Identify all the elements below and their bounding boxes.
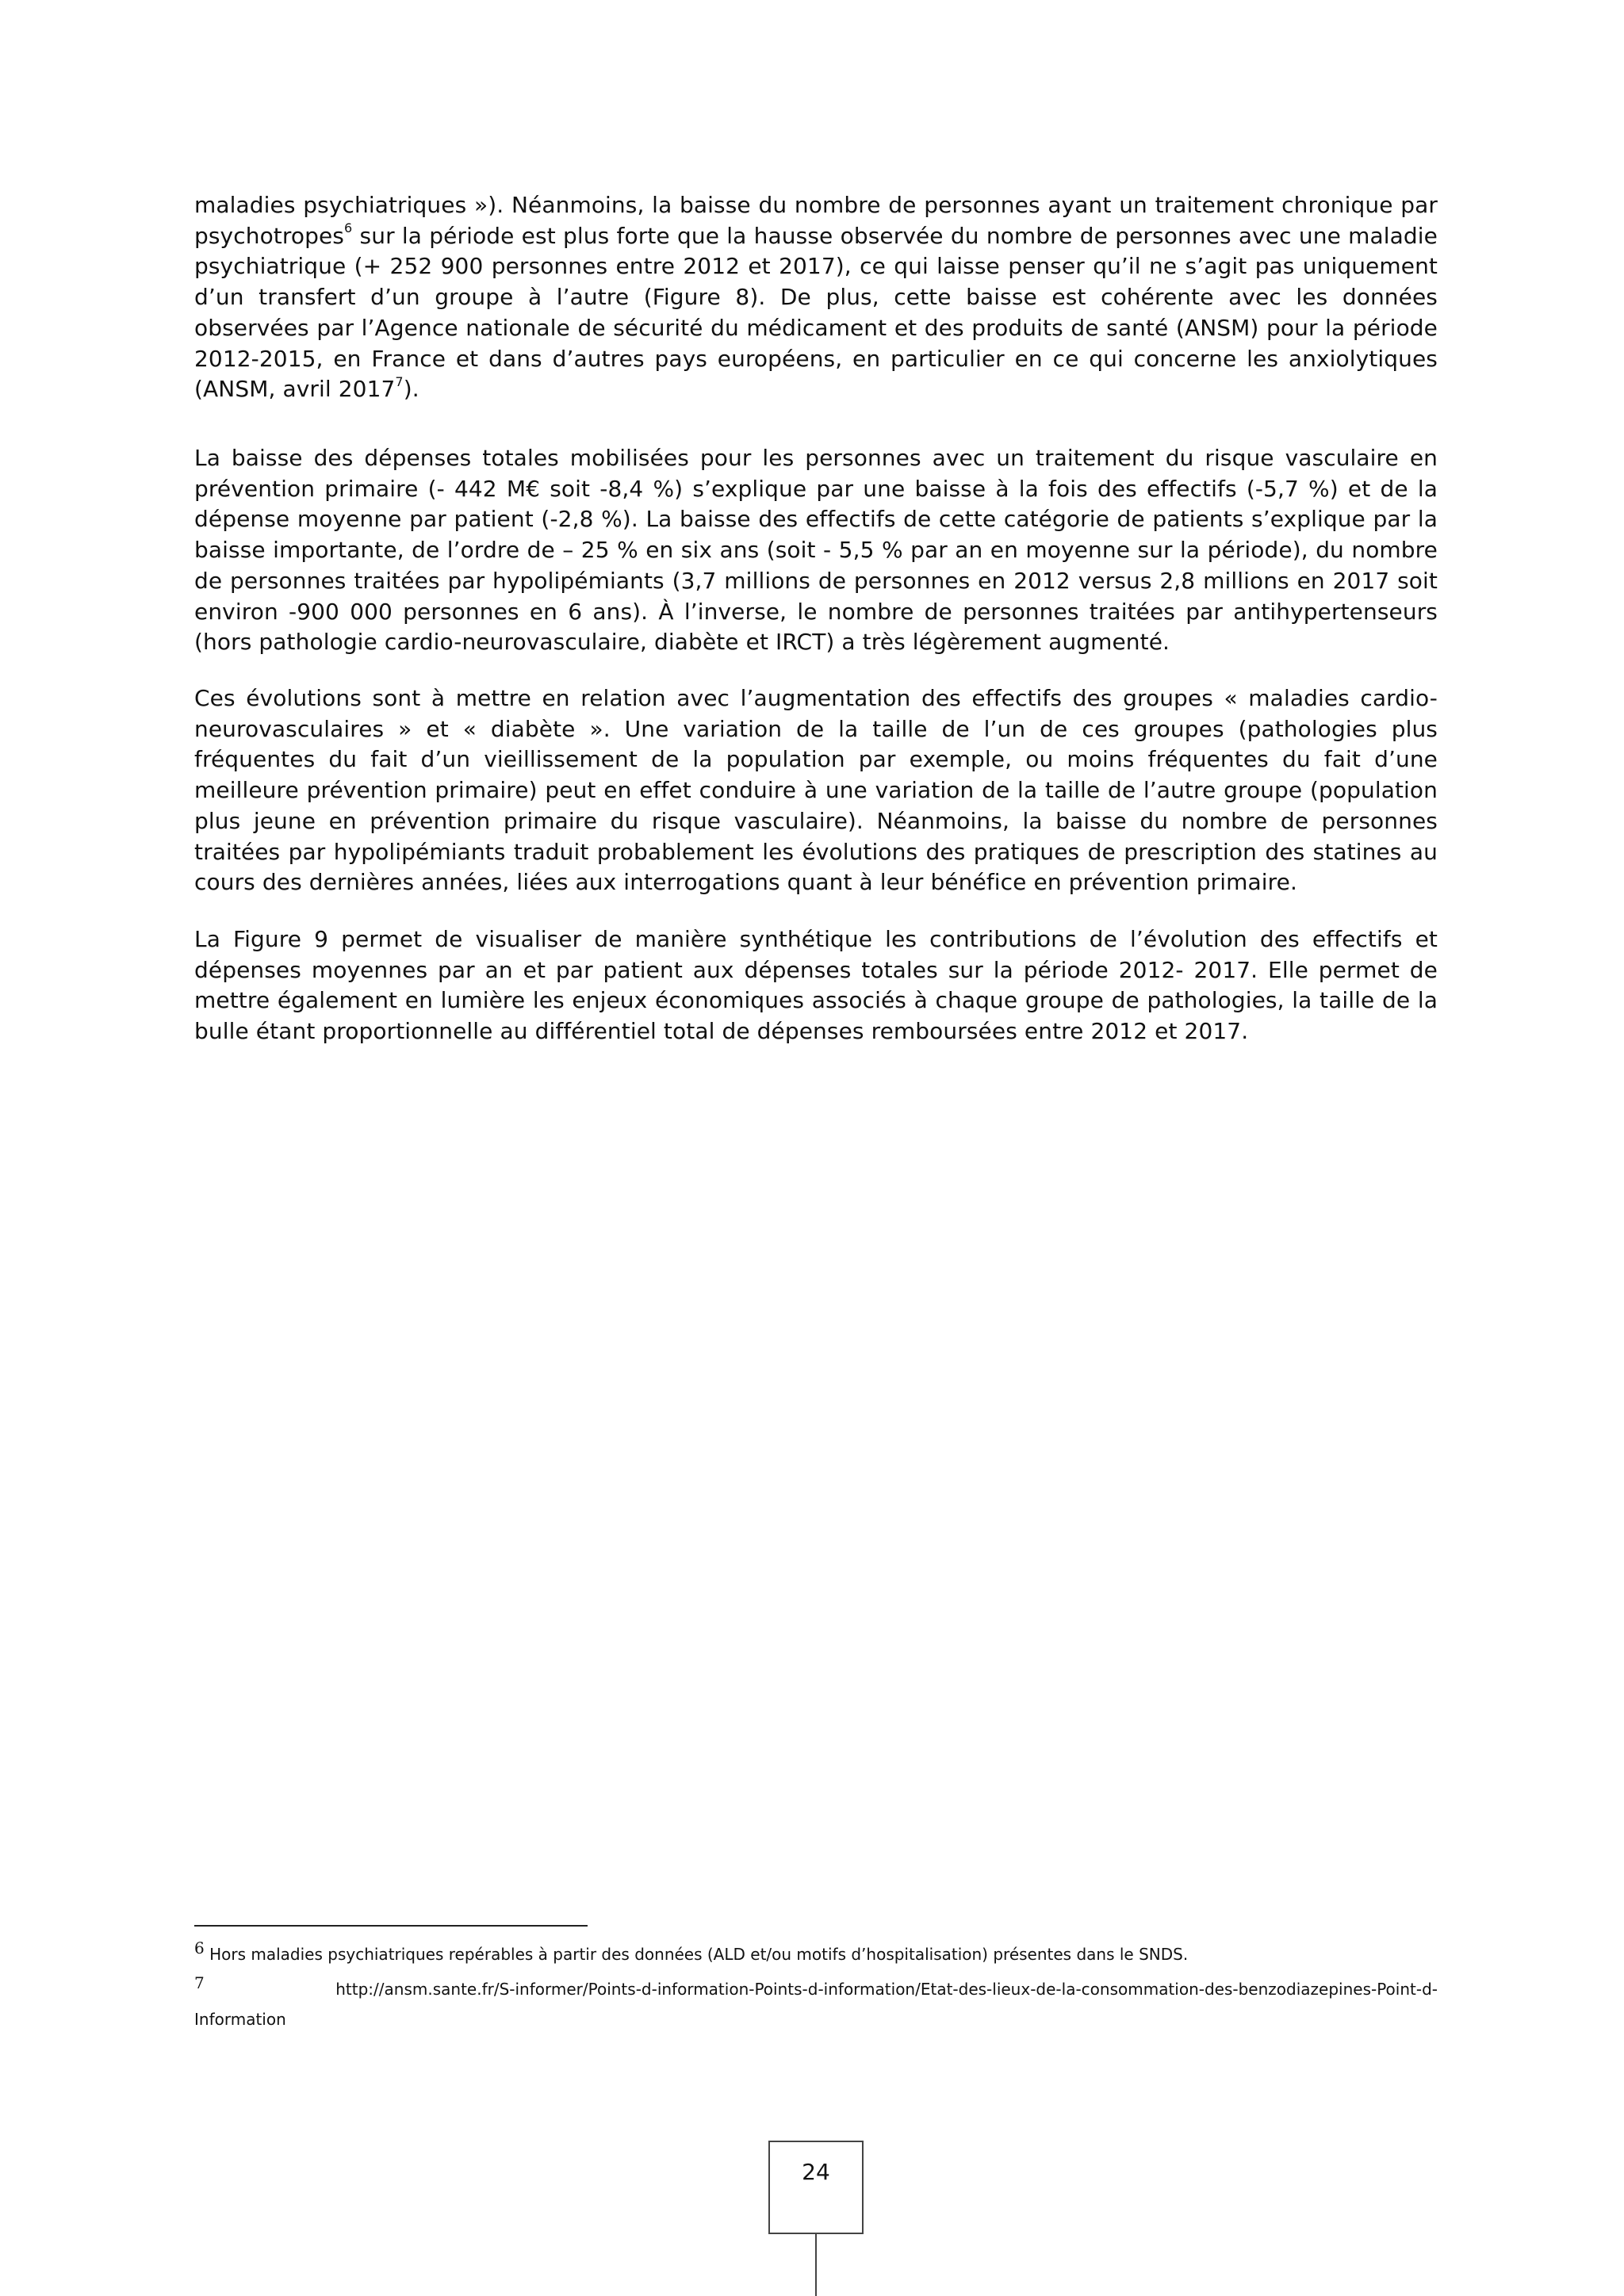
page-number-box [768, 2141, 864, 2234]
paragraph-psychotropes-text-3: ). [403, 376, 419, 403]
paragraph-psychotropes-text-2: sur la période est plus forte que la hausse observée du nombre de personnes avec une maladie psychiatrique (+ 252 900 personnes entre 2012 et 2017), ce qui laisse penser qu’il ne s’agit pas uniquement d’un transfert d’un groupe à l’autre (Figure 8). De plus, cette baisse est cohérente avec les données observées par l’Agence nationale de sécurité du médicament et des produits de santé (ANSM) pour la période 2012-2015, en France et dans d’autres pays européens, en particulier en ce qui concerne les anxiolytiques (ANSM, avril 2017 [194, 222, 1438, 403]
footnote-ref-7[interactable]: 7 [395, 373, 404, 389]
paragraph-evolutions: Ces évolutions sont à mettre en relation avec l’augmentation des effectifs des groupes « maladies cardio-neurovasculaires » et « diabète ». Une variation de la taille de l’un de ces groupes (pathologies plus fréquentes du fait d’un vieillissement de la population par exemple, ou moins fréquentes du fait d’une meilleure prévention primaire) peut en effet conduire à une variation de la taille de l’autre groupe (population plus jeune en prévention primaire du risque vasculaire). Néanmoins, la baisse du nombre de personnes traitées par hypolipémiants traduit probablement les évolutions des pratiques de prescription des statines au cours des dernières années, liées aux interrogations quant à leur bénéfice en prévention primaire. [194, 685, 1438, 896]
footnote-7-mark: 7 [194, 1973, 205, 1992]
paragraph-figure-9: La Figure 9 permet de visualiser de manière synthétique les contributions de l’évolution des effectifs et dépenses moyennes par an et par patient aux dépenses totales sur la période 2012- 2017. Elle permet de mettre également en lumière les enjeux économiques associés à chaque groupe de pathologies, la taille de la bulle étant proportionnelle au différentiel total de dépenses remboursées entre 2012 et 2017. [194, 926, 1438, 1045]
footnote-6-mark: 6 [194, 1938, 205, 1957]
paragraph-psychotropes [194, 190, 1438, 405]
footnote-7-link-continuation[interactable]: Information [194, 2010, 286, 2029]
footnote-separator [194, 1925, 588, 1927]
footnote-7-link[interactable]: http://ansm.sante.fr/S-informer/Points-d-information-Points-d-information/Etat-des-lieux-de-la-consommation-des-benzodiazepines-Point-d- [335, 1980, 1438, 1999]
footnote-ref-6[interactable]: 6 [344, 220, 353, 236]
page-number-connector [815, 2234, 817, 2296]
page-number: 24 [802, 2159, 830, 2185]
footnote-6 [194, 1939, 1438, 1969]
paragraph-psychotropes-text-1: maladies psychiatriques »). Néanmoins, la baisse du nombre de personnes ayant un traitement chronique par psychotropes [194, 192, 1438, 249]
footnote-6-text: Hors maladies psychiatriques repérables à partir des données (ALD et/ou motifs d’hospitalisation) présentes dans le SNDS. [209, 1945, 1189, 1964]
footnote-7 [194, 1974, 1438, 2034]
paragraph-risque-vasculaire: La baisse des dépenses totales mobilisées pour les personnes avec un traitement du risque vasculaire en prévention primaire (- 442 M€ soit -8,4 %) s’explique par une baisse à la fois des effectifs (-5,7 %) et de la dépense moyenne par patient (-2,8 %). La baisse des effectifs de cette catégorie de patients s’explique par la baisse importante, de l’ordre de – 25 % en six ans (soit - 5,5 % par an en moyenne sur la période), du nombre de personnes traitées par hypolipémiants (3,7 millions de personnes en 2012 versus 2,8 millions en 2017 soit environ -900 000 personnes en 6 ans). À l’inverse, le nombre de personnes traitées par antihypertenseurs (hors pathologie cardio-neurovasculaire, diabète et IRCT) a très légèrement augmenté. [194, 445, 1438, 656]
footnote-7-line-1 [194, 1974, 1438, 2004]
